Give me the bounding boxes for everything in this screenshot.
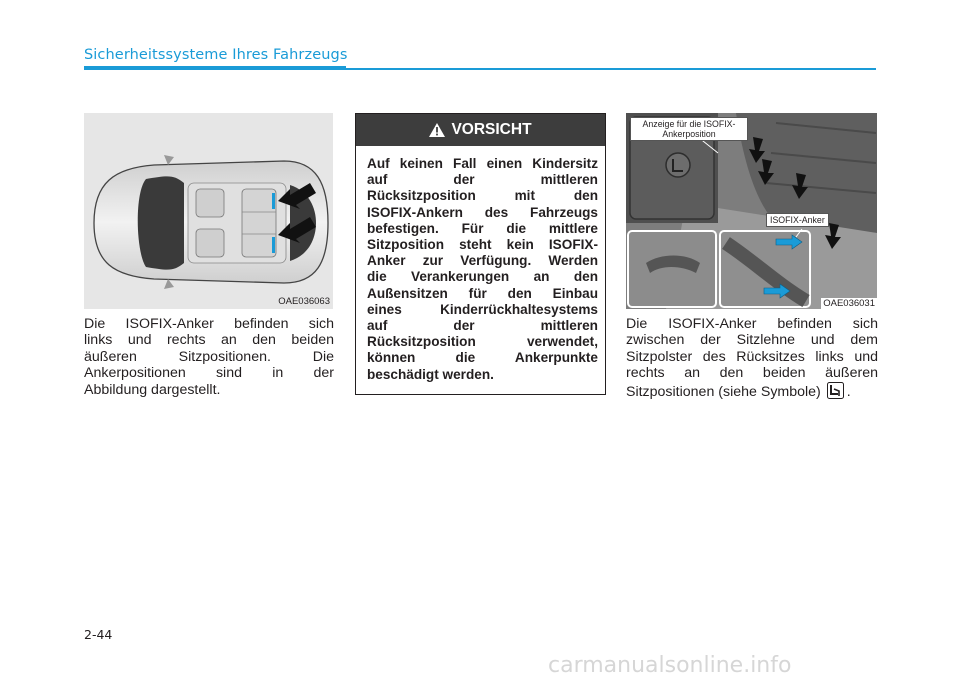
car-top-view-figure — [84, 113, 333, 309]
caution-line: auf der mittleren — [367, 172, 598, 188]
text-line: rechts an den beiden äußeren — [626, 365, 878, 382]
caution-line: eines Kinderrückhaltesystems — [367, 301, 598, 317]
text-line: Ankerpositionen sind in der — [84, 365, 334, 382]
isofix-seat-icon — [827, 382, 844, 399]
caution-line: auf der mittleren — [367, 318, 598, 334]
watermark: carmanualsonline.info — [548, 653, 792, 678]
caution-title: VORSICHT — [451, 121, 532, 138]
caution-line: Anker zur Verfügung. Werden — [367, 253, 598, 269]
text-fragment: . — [846, 383, 851, 400]
text-line: links und rechts an den beiden — [84, 332, 334, 349]
right-body-text — [626, 316, 878, 400]
caution-line: Auf keinen Fall einen Kindersitz — [367, 156, 598, 171]
callout-line: Anzeige für die ISOFIX- — [642, 119, 736, 129]
text-fragment: Sitzpositionen (siehe Symbole) — [626, 383, 821, 400]
caution-line: Rücksitzposition verwendet, — [367, 334, 598, 350]
rear-seat-illustration — [626, 113, 877, 309]
caution-text — [367, 156, 598, 383]
callout-isofix-anchor: ISOFIX-Anker — [766, 213, 829, 227]
figure-code: OAE036031 — [823, 298, 875, 309]
page-number: 2-44 — [84, 627, 113, 642]
warning-triangle-icon — [429, 123, 445, 137]
caution-line: ISOFIX-Ankern des Fahrzeugs — [367, 204, 598, 220]
figure-code: OAE036063 — [278, 296, 330, 307]
caution-line: Sitzposition steht kein ISOFIX- — [367, 237, 598, 253]
text-line-with-symbol — [626, 382, 878, 400]
callout-isofix-indicator — [630, 117, 748, 141]
caution-line: Rücksitzposition mit den — [367, 188, 598, 204]
car-top-view-illustration — [84, 113, 333, 309]
text-line: äußeren Sitzpositionen. Die — [84, 348, 334, 365]
header-rule-thick — [84, 66, 346, 70]
section-title: Sicherheitssysteme Ihres Fahrzeugs — [84, 47, 348, 63]
caution-line: können die Ankerpunkte — [367, 350, 598, 366]
rear-seat-figure — [626, 113, 877, 309]
header-rule-thin — [346, 68, 876, 70]
callout-line: Ankerposition — [662, 129, 716, 139]
text-line: Die ISOFIX-Anker befinden sich — [84, 316, 334, 332]
left-body-text — [84, 316, 334, 398]
caution-line: Außensitzen für den Einbau — [367, 285, 598, 301]
text-line: Die ISOFIX-Anker befinden sich — [626, 316, 878, 332]
caution-header — [356, 114, 605, 146]
caution-line: die Verankerungen an den — [367, 269, 598, 285]
caution-line: befestigen. Für die mittlere — [367, 220, 598, 236]
text-line: Abbildung dargestellt. — [84, 381, 221, 398]
text-line: zwischen der Sitzlehne und dem — [626, 332, 878, 349]
caution-line: beschädigt werden. — [367, 366, 494, 382]
text-line: Sitzpolster des Rücksitzes links und — [626, 348, 878, 365]
caution-box — [355, 113, 606, 395]
